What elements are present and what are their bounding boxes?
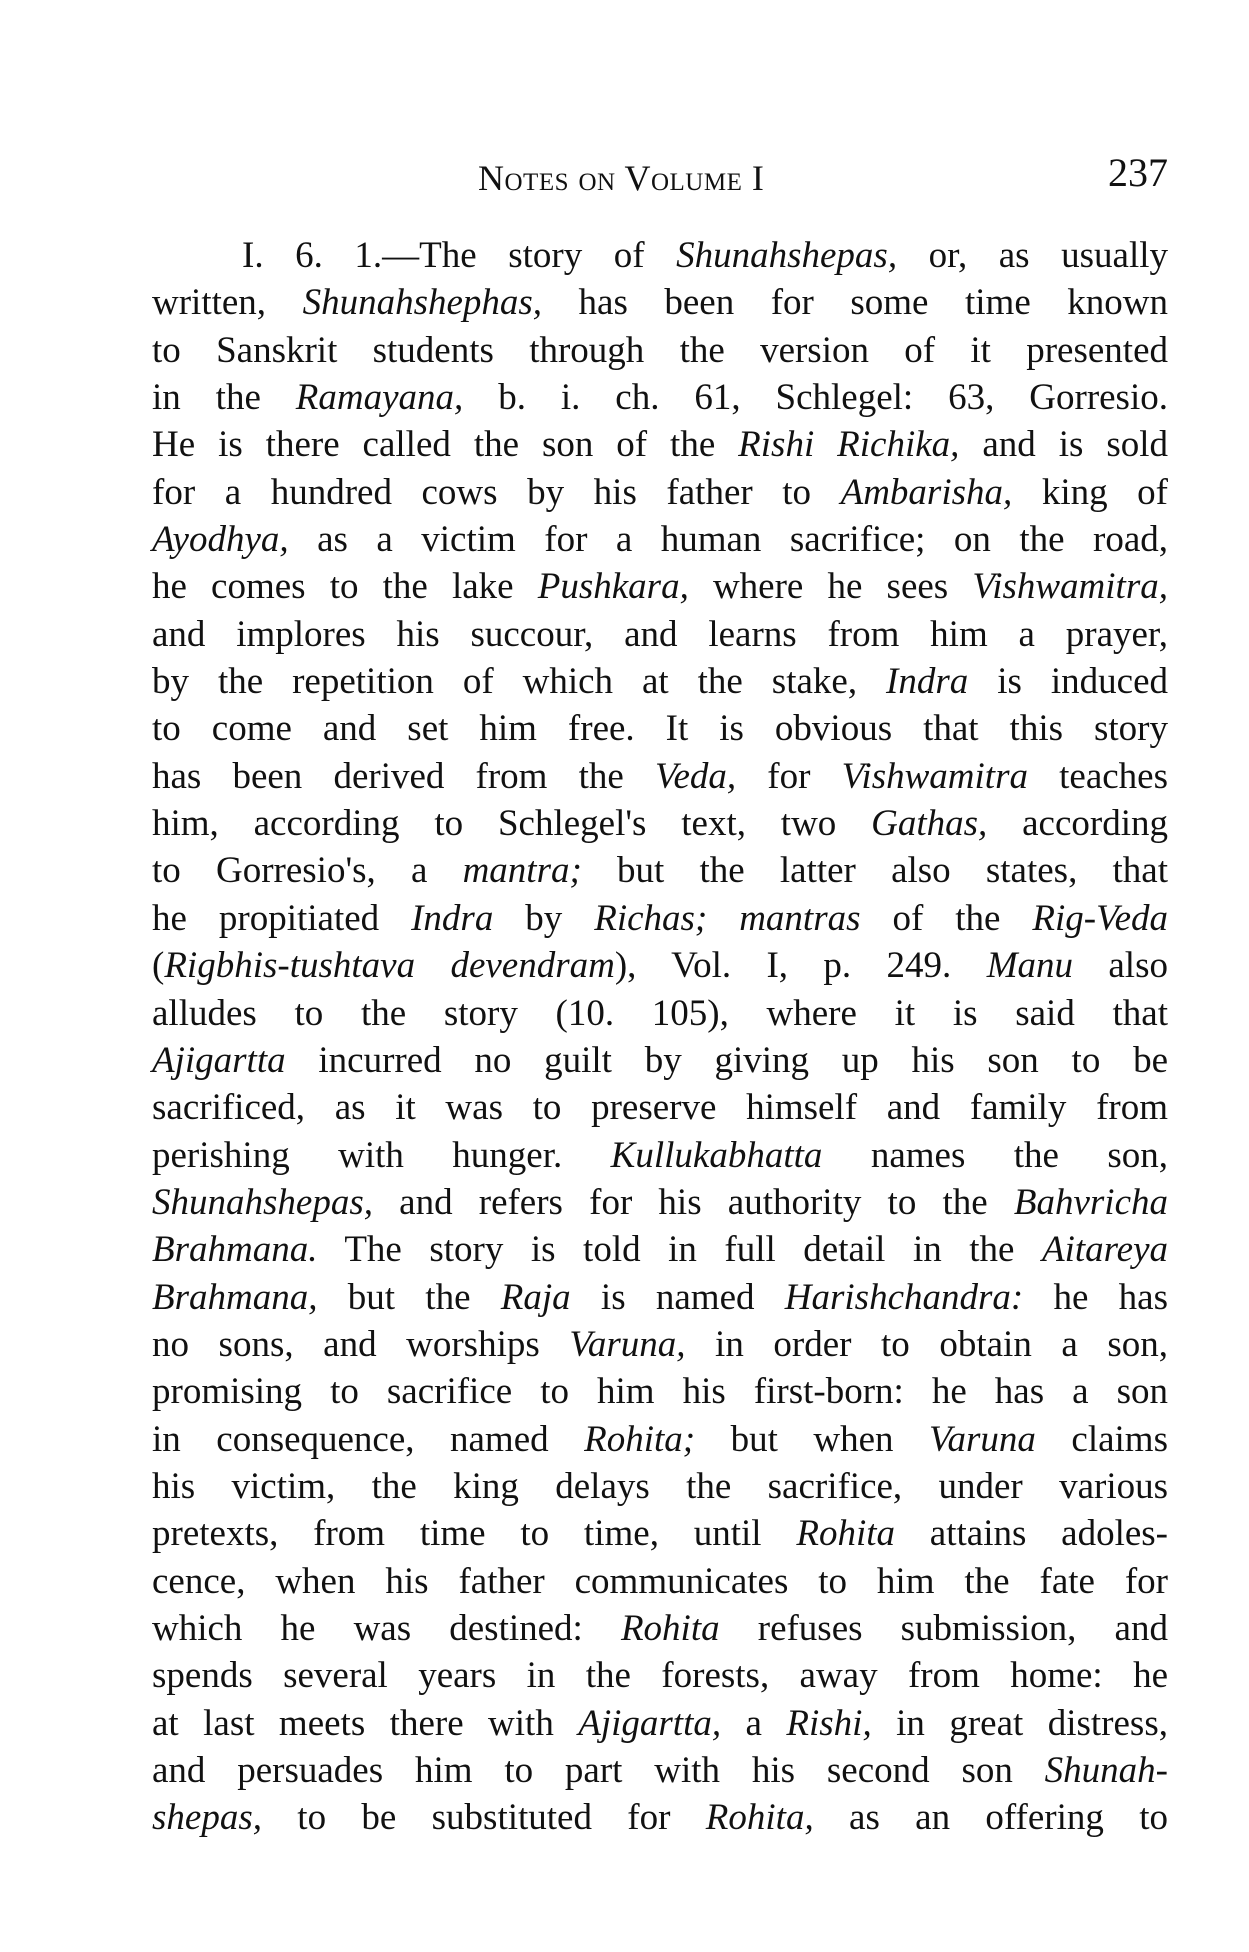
italic-term: Veda,: [654, 755, 737, 797]
text-line: [152, 1510, 1168, 1557]
text-run: alludes to the story (10. 105), where it is said that: [152, 992, 1168, 1034]
text-line: [152, 232, 1168, 279]
text-run: promising to sacrifice to him his first-born: he has a son: [152, 1371, 1168, 1413]
text-run: by the repetition of which at the stake,: [152, 661, 887, 703]
text-line: [152, 895, 1168, 942]
text-run: but the: [317, 1276, 501, 1318]
text-run: and is sold: [959, 424, 1168, 466]
italic-term: Ambarisha,: [840, 471, 1013, 513]
text-run: or, as usually: [897, 235, 1168, 276]
text-run: he propitiated: [152, 897, 412, 939]
text-run: He is there called the son of the: [152, 424, 739, 466]
text-run: and refers for his authority to the: [372, 1181, 1014, 1223]
italic-term: Manu: [986, 945, 1074, 987]
text-line: [152, 990, 1168, 1037]
text-run: for a hundred cows by his father to: [152, 471, 841, 513]
italic-term: Brahmana.: [152, 1229, 318, 1271]
italic-term: Richas; mantras: [594, 897, 861, 939]
text-run: is induced: [968, 661, 1168, 703]
text-run: to Gorresio's, a: [152, 850, 463, 892]
text-line: [152, 279, 1168, 326]
italic-term: Shunahshephas,: [302, 282, 543, 324]
text-run: sacrificed, as it was to preserve himself and family from: [152, 1087, 1168, 1129]
text-run: as a victim for a human sacrifice; on the road,: [288, 519, 1168, 561]
italic-term: Rohita;: [584, 1418, 696, 1460]
text-line: [152, 1416, 1168, 1463]
text-run: according: [987, 803, 1168, 845]
text-run: king of: [1012, 471, 1168, 513]
text-run: no sons, and worships: [152, 1323, 570, 1365]
text-run: his victim, the king delays the sacrifice, under various: [152, 1465, 1168, 1507]
text-run: refuses submission, and: [719, 1607, 1168, 1649]
text-run: attains adoles-: [895, 1513, 1168, 1555]
italic-term: Ajigartta,: [578, 1702, 722, 1744]
text-line: [152, 1132, 1168, 1179]
italic-term: Rohita,: [705, 1797, 814, 1839]
italic-term: Shunah-: [1044, 1750, 1168, 1791]
text-line: [152, 1321, 1168, 1368]
text-run: is named: [570, 1276, 785, 1318]
italic-term: Rohita: [620, 1607, 720, 1649]
text-run: at last meets there with: [152, 1702, 579, 1744]
text-line: [152, 705, 1168, 752]
italic-term: Rohita: [796, 1513, 896, 1555]
italic-term: Shunahshepas,: [676, 235, 898, 276]
text-line: [152, 1558, 1168, 1605]
italic-term: Indra: [411, 897, 494, 939]
italic-term: Rishi,: [786, 1702, 872, 1744]
text-run: (: [152, 945, 165, 987]
text-run: and implores his succour, and learns from him a prayer,: [152, 613, 1168, 655]
text-line: [152, 800, 1168, 847]
italic-term: Gathas,: [871, 803, 988, 845]
italic-term: Bahvricha: [1013, 1181, 1168, 1223]
italic-term: mantra;: [462, 850, 582, 892]
italic-term: Vishwamitra: [841, 755, 1028, 797]
italic-term: Harishchandra:: [784, 1276, 1024, 1318]
text-run: also: [1073, 945, 1168, 987]
italic-term: Brahmana,: [152, 1276, 318, 1318]
text-run: of the: [860, 897, 1033, 939]
italic-term: Raja: [500, 1276, 571, 1318]
text-line: [152, 327, 1168, 374]
text-line: [152, 1794, 1168, 1841]
text-line: [152, 1368, 1168, 1415]
text-run: he comes to the lake: [152, 566, 538, 608]
text-line: [152, 658, 1168, 705]
text-run: in the: [152, 377, 296, 419]
text-line: [152, 1463, 1168, 1510]
text-run: to Sanskrit students through the version of it presented: [152, 329, 1168, 371]
text-run: spends several years in the forests, away from home: he: [152, 1655, 1168, 1697]
text-line: [152, 1605, 1168, 1652]
italic-term: Indra: [886, 661, 969, 703]
text-run: I. 6. 1.—The story of: [242, 235, 677, 276]
italic-term: Varuna,: [569, 1323, 686, 1365]
text-line: [152, 563, 1168, 610]
text-line: [152, 1084, 1168, 1131]
text-run: which he was destined:: [152, 1607, 621, 1649]
italic-term: shepas,: [152, 1797, 262, 1839]
text-line: [152, 753, 1168, 800]
italic-term: Vishwamitra,: [972, 566, 1168, 608]
text-run: cence, when his father communicates to him the fate for: [152, 1560, 1168, 1602]
body-text: [152, 232, 1168, 1842]
text-run: perishing with hunger.: [152, 1134, 611, 1176]
text-run: b. i. ch. 61, Schlegel: 63, Gorresio.: [463, 377, 1168, 419]
italic-term: Pushkara,: [537, 566, 689, 608]
text-line: [152, 469, 1168, 516]
text-run: where he sees: [688, 566, 973, 608]
text-run: in consequence, named: [152, 1418, 585, 1460]
text-line: [152, 516, 1168, 563]
text-run: The story is told in full detail in the: [317, 1229, 1042, 1271]
text-run: but the latter also states, that: [581, 850, 1169, 892]
text-run: as an offering to: [813, 1797, 1169, 1839]
text-line: [152, 1037, 1168, 1084]
text-run: in great distress,: [871, 1702, 1168, 1744]
text-run: to come and set him free. It is obvious that this story: [152, 708, 1168, 750]
text-run: claims: [1035, 1418, 1168, 1460]
text-line: [152, 1652, 1168, 1699]
text-run: written,: [152, 282, 303, 324]
text-line: [152, 942, 1168, 989]
italic-term: Kullukabhatta: [610, 1134, 823, 1176]
text-run: pretexts, from time to time, until: [152, 1513, 797, 1555]
text-run: names the son,: [822, 1134, 1169, 1176]
text-run: teaches: [1027, 755, 1168, 797]
italic-term: Rig-Veda: [1032, 897, 1168, 939]
italic-term: Ramayana,: [295, 377, 464, 419]
italic-term: Ajigartta: [152, 1039, 286, 1081]
text-line: [152, 1700, 1168, 1747]
text-line: [152, 847, 1168, 894]
text-line: [152, 611, 1168, 658]
text-line: [152, 1179, 1168, 1226]
text-run: a: [721, 1702, 787, 1744]
text-run: incurred no guilt by giving up his son to be: [285, 1039, 1168, 1081]
text-run: ), Vol. I, p. 249.: [614, 945, 987, 987]
text-line: [152, 1274, 1168, 1321]
running-header: [152, 145, 1168, 205]
text-run: he has: [1023, 1276, 1168, 1318]
running-title: Notes on Volume I: [478, 158, 765, 198]
text-run: and persuades him to part with his second son: [152, 1750, 1045, 1791]
text-line: [152, 421, 1168, 468]
text-run: by: [493, 897, 595, 939]
italic-term: Rishi Richika,: [738, 424, 960, 466]
text-run: for: [736, 755, 842, 797]
italic-term: Aitareya: [1041, 1229, 1168, 1271]
text-run: in order to obtain a son,: [685, 1323, 1168, 1365]
text-run: him, according to Schlegel's text, two: [152, 803, 872, 845]
text-run: has been derived from the: [152, 755, 655, 797]
italic-term: Varuna: [929, 1418, 1036, 1460]
text-run: to be substituted for: [261, 1797, 706, 1839]
text-run: has been for some time known: [542, 282, 1168, 324]
italic-term: Rigbhis-tushtava devendram: [164, 945, 615, 987]
page-number: 237: [1108, 150, 1168, 195]
text-line: [152, 374, 1168, 421]
italic-term: Ayodhya,: [152, 519, 289, 561]
text-run: but when: [695, 1418, 929, 1460]
text-line: [152, 1747, 1168, 1794]
text-line: [152, 1226, 1168, 1273]
italic-term: Shunahshepas,: [152, 1181, 373, 1223]
